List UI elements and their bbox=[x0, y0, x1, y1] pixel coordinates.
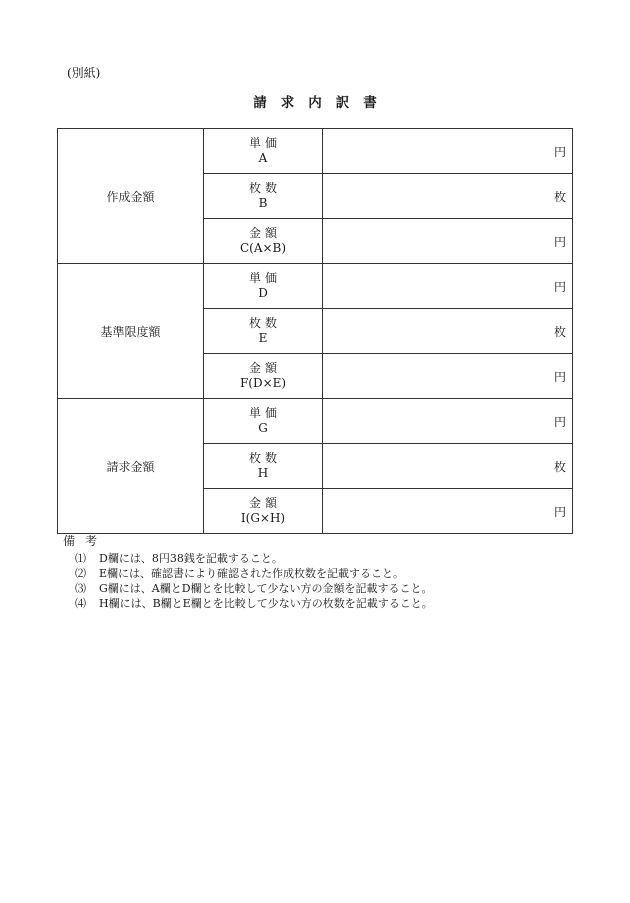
item-label: 単価 bbox=[248, 271, 281, 285]
item-label: 金額 bbox=[248, 496, 281, 510]
document-title: 請求内訳書 bbox=[253, 95, 391, 111]
item-code: C(A×B) bbox=[239, 241, 287, 255]
value-cell[interactable]: 枚 bbox=[323, 174, 573, 219]
item-code: E bbox=[258, 331, 268, 345]
note-text: D欄には、8円38銭を記載すること。 bbox=[99, 552, 283, 565]
note-number: ⑶ bbox=[75, 582, 86, 595]
value-cell[interactable]: 枚 bbox=[323, 444, 573, 489]
table-row bbox=[58, 264, 573, 309]
item-cell bbox=[204, 444, 323, 489]
breakdown-table bbox=[57, 128, 573, 534]
item-code: G bbox=[258, 421, 268, 435]
annex-label: (別紙) bbox=[67, 66, 101, 80]
value-cell[interactable]: 円 bbox=[323, 264, 573, 309]
item-cell bbox=[204, 219, 323, 264]
note-text: E欄には、確認書により確認された作成枚数を記載すること。 bbox=[99, 567, 405, 580]
value-cell[interactable]: 円 bbox=[323, 399, 573, 444]
item-label: 金額 bbox=[248, 361, 281, 375]
list-item bbox=[75, 551, 433, 566]
item-code: D bbox=[258, 286, 268, 300]
notes-heading: 備考 bbox=[63, 534, 108, 548]
item-code: B bbox=[258, 196, 268, 210]
item-cell bbox=[204, 399, 323, 444]
value-cell[interactable]: 円 bbox=[323, 354, 573, 399]
item-cell bbox=[204, 264, 323, 309]
note-number: ⑵ bbox=[75, 567, 86, 580]
item-label: 枚数 bbox=[248, 451, 281, 465]
value-cell[interactable]: 円 bbox=[323, 129, 573, 174]
item-cell bbox=[204, 129, 323, 174]
item-code: H bbox=[257, 466, 269, 480]
item-label: 枚数 bbox=[248, 181, 281, 195]
note-text: H欄には、B欄とE欄とを比較して少ない方の枚数を記載すること。 bbox=[99, 597, 433, 610]
list-item bbox=[75, 566, 433, 581]
note-text: G欄には、A欄とD欄とを比較して少ない方の金額を記載すること。 bbox=[99, 582, 433, 595]
item-cell bbox=[204, 309, 323, 354]
value-cell[interactable]: 枚 bbox=[323, 309, 573, 354]
list-item bbox=[75, 596, 433, 611]
item-label: 単価 bbox=[248, 406, 281, 420]
value-cell[interactable]: 円 bbox=[323, 489, 573, 534]
item-label: 金額 bbox=[248, 226, 281, 240]
value-cell[interactable]: 円 bbox=[323, 219, 573, 264]
item-cell bbox=[204, 489, 323, 534]
table-row bbox=[58, 399, 573, 444]
item-code: A bbox=[258, 151, 268, 165]
group-label: 基準限度額 bbox=[58, 264, 204, 399]
group-label: 作成金額 bbox=[58, 129, 204, 264]
list-item bbox=[75, 581, 433, 596]
group-label: 請求金額 bbox=[58, 399, 204, 534]
item-code: F(D×E) bbox=[239, 376, 287, 390]
note-number: ⑴ bbox=[75, 552, 86, 565]
note-number: ⑷ bbox=[75, 597, 86, 610]
item-label: 単価 bbox=[248, 136, 281, 150]
table-row bbox=[58, 129, 573, 174]
item-code: I(G×H) bbox=[240, 511, 286, 525]
item-cell bbox=[204, 174, 323, 219]
item-cell bbox=[204, 354, 323, 399]
notes-list bbox=[63, 551, 433, 611]
item-label: 枚数 bbox=[248, 316, 281, 330]
notes-section bbox=[63, 532, 433, 611]
